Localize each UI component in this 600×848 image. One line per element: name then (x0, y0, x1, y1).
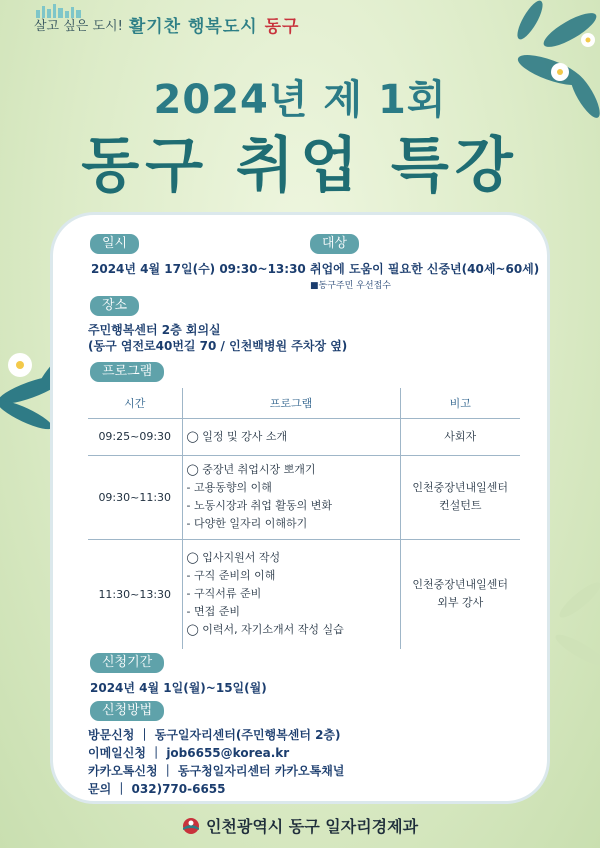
program-item: ◯ 입사지원서 작성 (186, 551, 281, 565)
target-value: 취업에 도움이 필요한 신중년(40세~60세) (310, 262, 540, 276)
row-note (400, 455, 520, 539)
program-item: - 구직 준비의 이해 (186, 569, 276, 583)
program-item: ◯ 이력서, 자기소개서 작성 실습 (186, 623, 344, 637)
target-note: ■동구주민 우선접수 (310, 281, 391, 291)
row-note (400, 539, 520, 649)
place-line1: 주민행복센터 2층 회의실 (88, 323, 221, 337)
program-item: - 다양한 일자리 이해하기 (186, 517, 308, 530)
event-title-line2: 동구 취업 특강 (81, 131, 519, 201)
date-value: 2024년 4월 17일(수) 09:30~13:30 (91, 262, 306, 276)
place-label: 장소 (90, 296, 139, 316)
slogan-small: 살고 싶은 도시! (34, 19, 123, 34)
program-item: - 구직서류 준비 (186, 587, 262, 601)
note-line: 인천중장년내일센터 (412, 578, 509, 592)
table-row (88, 418, 520, 455)
program-item: - 고용동향의 이해 (186, 481, 272, 494)
table-header-program: 프로그램 (182, 388, 400, 418)
slogan (34, 12, 299, 37)
table-row (88, 539, 520, 649)
table-header-time: 시간 (88, 388, 182, 418)
slogan-big (129, 12, 300, 37)
method-contact: 문의 ｜ 032)770-6655 (88, 782, 226, 796)
row-program (182, 455, 400, 539)
footer (0, 814, 600, 837)
period-label: 신청기간 (90, 653, 164, 673)
method-visit: 방문신청 ｜ 동구일자리센터(주민행복센터 2층) (88, 728, 341, 742)
program-label: 프로그램 (90, 362, 164, 382)
target-label: 대상 (310, 234, 359, 254)
note-line: 인천중장년내일센터 (412, 481, 509, 494)
date-label: 일시 (90, 234, 139, 254)
program-item: ◯ 중장년 취업시장 뽀개기 (186, 463, 316, 476)
note-line: 컨설턴트 (438, 499, 482, 512)
method-kakao: 카카오톡신청 ｜ 동구청일자리센터 카카오톡채널 (88, 764, 345, 778)
place-line2: (동구 염전로40번길 70 / 인천백병원 주차장 옆) (88, 339, 348, 353)
row-time: 09:25~09:30 (88, 418, 182, 455)
program-item: ◯ 일정 및 강사 소개 (186, 429, 288, 443)
slogan-big-part1: 활기찬 행복도시 (128, 17, 265, 37)
note-line: 외부 강사 (437, 596, 484, 610)
row-program (182, 418, 400, 455)
event-title-line1: 2024년 제 1회 (153, 77, 447, 123)
footer-org: 인천광역시 동구 일자리경제과 (205, 817, 419, 836)
program-item: - 노동시장과 취업 활동의 변화 (186, 499, 332, 512)
method-label: 신청방법 (90, 701, 164, 721)
period-value: 2024년 4월 1일(월)~15일(월) (90, 681, 267, 695)
incheon-logo-icon (182, 817, 200, 835)
method-email: 이메일신청 ｜ job6655@korea.kr (88, 746, 290, 760)
table-row (88, 455, 520, 539)
row-note (400, 418, 520, 455)
row-time: 11:30~13:30 (88, 539, 182, 649)
table-header-note: 비고 (400, 388, 520, 418)
row-time: 09:30~11:30 (88, 455, 182, 539)
program-item: - 면접 준비 (186, 605, 240, 619)
slogan-big-part2: 동구 (264, 17, 300, 37)
note-line: 사회자 (444, 429, 477, 443)
program-table (88, 388, 520, 649)
row-program (182, 539, 400, 649)
